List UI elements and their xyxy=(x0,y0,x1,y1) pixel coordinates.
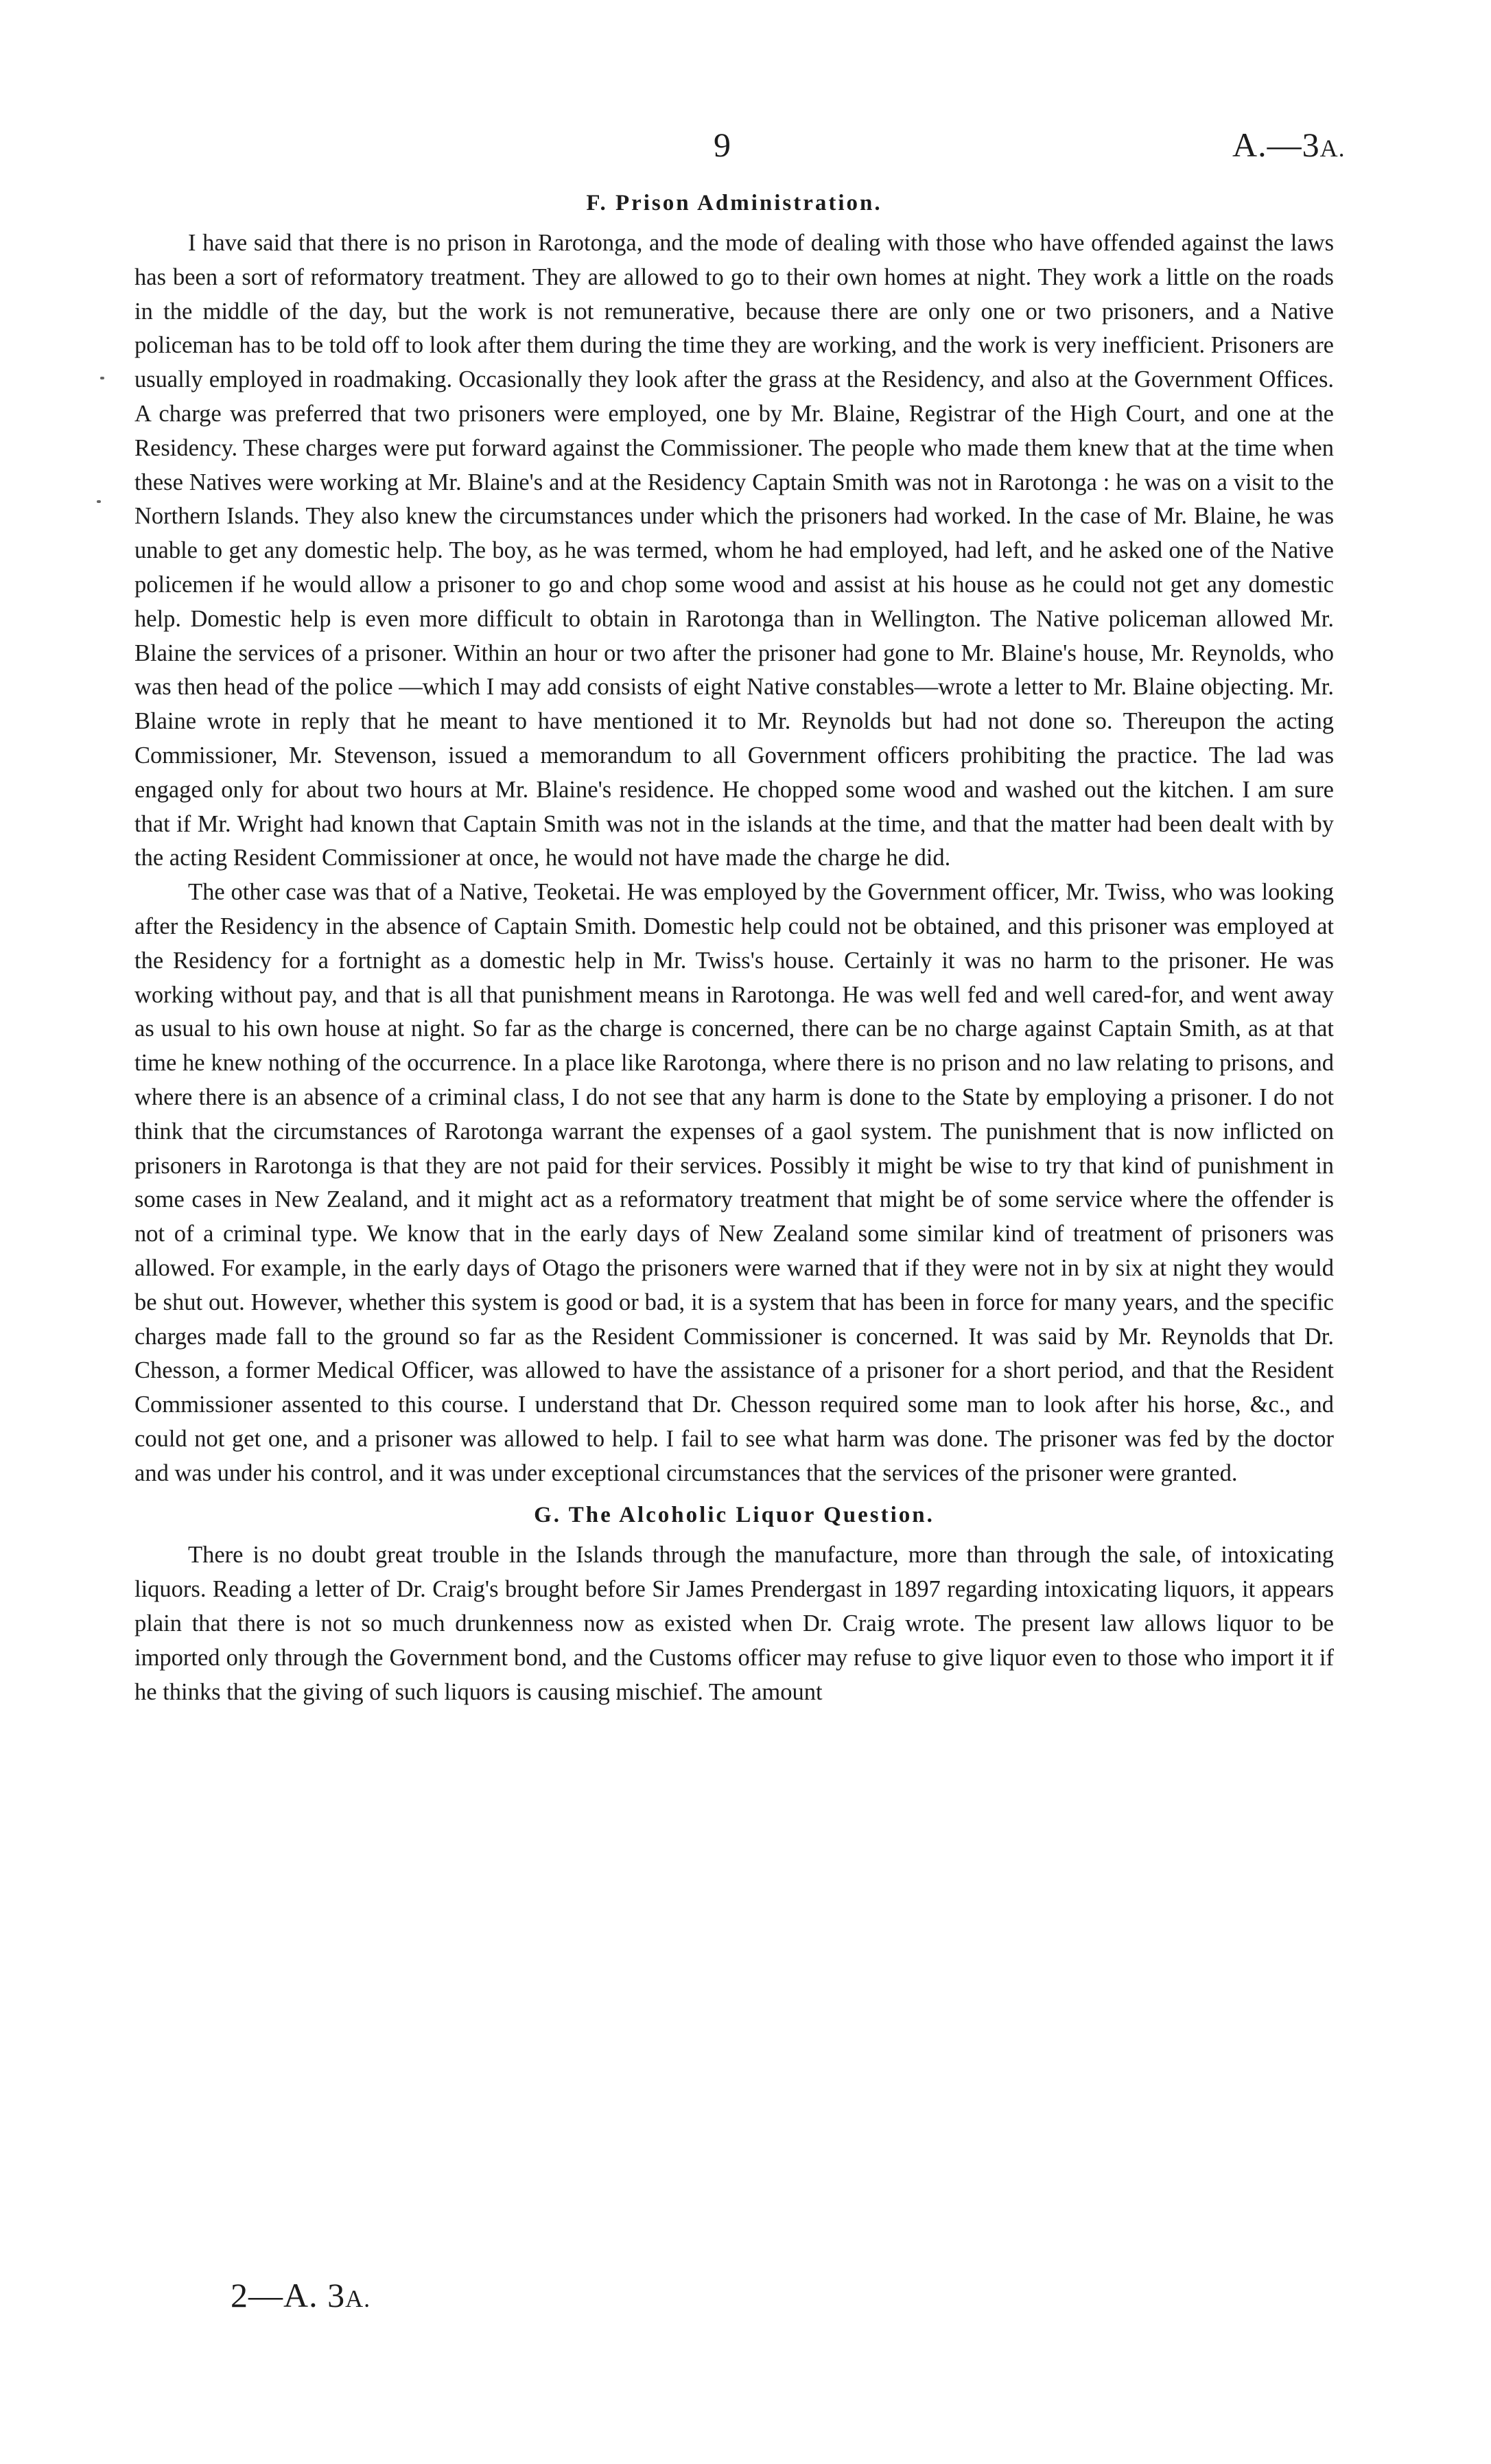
signature-main: 2—A. 3 xyxy=(231,2276,346,2314)
signature-suffix: A. xyxy=(345,2285,371,2312)
margin-speck xyxy=(100,377,104,379)
page-number: 9 xyxy=(714,126,731,164)
section-heading-alcoholic-liquor: G. The Alcoholic Liquor Question. xyxy=(534,1503,935,1528)
reference-main: A.—3 xyxy=(1232,126,1320,164)
page-body xyxy=(134,187,1334,1709)
document-reference xyxy=(1232,125,1346,165)
body-paragraph: There is no doubt great trouble in the Islands through the manufacture, more than through the sale, of intoxicating liquors. Reading a letter of Dr. Craig's brought before Sir James Prendergast in 1897 regarding intoxicating liquors, it appears plain that there is not so much drunkenness now as existed when Dr. Craig wrote. The present law allows liquor to be imported only through the Government bond, and the Customs officer may refuse to give liquor even to those who import it if he thinks that the giving of such liquors is causing mischief. The amount xyxy=(134,1542,1334,1705)
section-heading-prison-administration: F. Prison Administration. xyxy=(586,191,882,215)
body-paragraph: I have said that there is no prison in Rarotonga, and the mode of dealing with those who have offended against the laws has been a sort of reformatory treatment. They are allowed to go to their own homes at night. They work a little on the roads in the middle of the day, but the work is not remunerative, because there are only one or two prisoners, and a Native policeman has to be told off to look after them during the time they are working, and the work is very inefficient. Prisoners are usually employed in roadmaking. Occasionally they look after the grass at the Residency, and also at the Government Offices. A charge was preferred that two prisoners were employed, one by Mr. Blaine, Registrar of the High Court, and one at the Residency. These charges were put forward against the Commissioner. The people who made them knew that at the time when these Natives were working at Mr. Blaine's and at the Residency Captain Smith was not in Rarotonga : he was on a visit to the Northern Islands. They also knew the circumstances under which the prisoners had worked. In the case of Mr. Blaine, he was unable to get any domestic help. The boy, as he was termed, whom he had employed, had left, and he asked one of the Native policemen if he would allow a prisoner to go and chop some wood and assist at his house as he could not get any domestic help. Domestic help is even more difficult to obtain in Rarotonga than in Wellington. The Native policeman allowed Mr. Blaine the services of a prisoner. Within an hour or two after the prisoner had gone to Mr. Blaine's house, Mr. Reynolds, who was then head of the police —which I may add consists of eight Native constables—wrote a letter to Mr. Blaine objecting. Mr. Blaine wrote in reply that he meant to have mentioned it to Mr. Reynolds but had not done so. Thereupon the acting Commissioner, Mr. Stevenson, issued a memorandum to all Government officers prohibiting the practice. The lad was engaged only for about two hours at Mr. Blaine's residence. He chopped some wood and washed out the kitchen. I am sure that if Mr. Wright had known that Captain Smith was not in the islands at the time, and that the matter had been dealt with by the acting Resident Commissioner at once, he would not have made the charge he did. xyxy=(134,230,1334,871)
body-paragraph: The other case was that of a Native, Teoketai. He was employed by the Government officer, Mr. Twiss, who was looking after the Residency in the absence of Captain Smith. Domestic help could not be obtained, and this prisoner was employed at the Residency for a fortnight as a domestic help in Mr. Twiss's house. Certainly it was no harm to the prisoner. He was working without pay, and that is all that punishment means in Rarotonga. He was well fed and well cared-for, and went away as usual to his own house at night. So far as the charge is concerned, there can be no charge against Captain Smith, as at that time he knew nothing of the occurrence. In a place like Rarotonga, where there is no prison and no law relating to prisons, and where there is an absence of a criminal class, I do not see that any harm is done to the State by employing a prisoner. I do not think that the circumstances of Rarotonga warrant the expenses of a gaol system. The punishment that is now inflicted on prisoners in Rarotonga is that they are not paid for their services. Possibly it might be wise to try that kind of punishment in some cases in New Zealand, and it might act as a reformatory treatment that might be of some service where the offender is not of a criminal type. We know that in the early days of New Zealand some similar kind of treatment of prisoners was allowed. For example, in the early days of Otago the prisoners were warned that if they were not in by six at night they would be shut out. However, whether this system is good or bad, it is a system that has been in force for many years, and the specific charges made fall to the ground so far as the Resident Commissioner is concerned. It was said by Mr. Reynolds that Dr. Chesson, a former Medical Officer, was allowed to have the assistance of a prisoner for a short period, and that the Resident Commissioner assented to this course. I understand that Dr. Chesson required some man to look after his horse, &c., and could not get one, and a prisoner was allowed to help. I fail to see what harm was done. The prisoner was fed by the doctor and was under his control, and it was under exceptional circumstances that the services of the prisoner were granted. xyxy=(134,879,1334,1486)
margin-speck xyxy=(97,500,101,503)
reference-suffix: A. xyxy=(1319,134,1346,162)
footer-signature xyxy=(231,2275,371,2315)
